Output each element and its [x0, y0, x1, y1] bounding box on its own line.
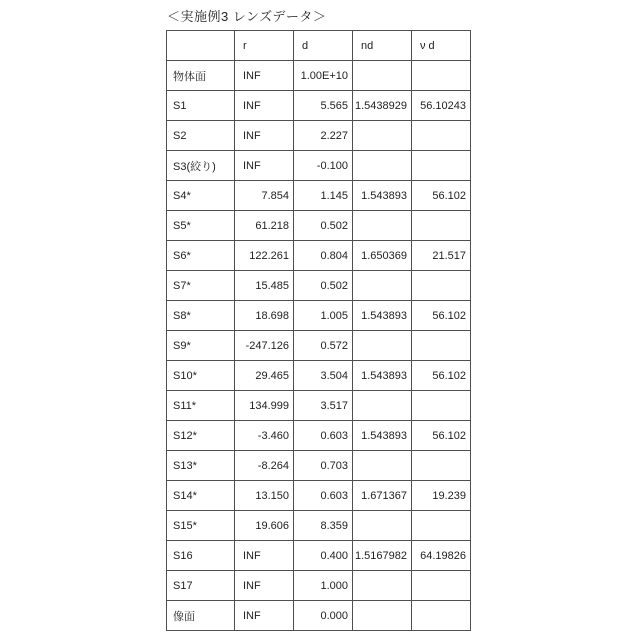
nd-value-cell [353, 271, 412, 301]
table-row [167, 331, 471, 361]
nd-value-cell [353, 511, 412, 541]
nd-value-cell [353, 331, 412, 361]
r-value-cell: INF [235, 121, 294, 151]
vd-value-cell: 64.19826 [412, 541, 471, 571]
r-value-cell: INF [235, 541, 294, 571]
surface-label-cell: S9* [167, 331, 235, 361]
r-value-cell: 13.150 [235, 481, 294, 511]
vd-value-cell: 56.102 [412, 421, 471, 451]
r-value-cell: INF [235, 601, 294, 631]
r-value-cell: -247.126 [235, 331, 294, 361]
table-row [167, 601, 471, 631]
nd-value-cell: 1.671367 [353, 481, 412, 511]
nd-value-cell [353, 61, 412, 91]
d-value-cell: 8.359 [294, 511, 353, 541]
vd-value-cell [412, 331, 471, 361]
surface-label-cell: S13* [167, 451, 235, 481]
r-value-cell: -8.264 [235, 451, 294, 481]
r-value-cell: INF [235, 61, 294, 91]
r-value-cell: 7.854 [235, 181, 294, 211]
d-value-cell: 1.005 [294, 301, 353, 331]
d-value-cell: 2.227 [294, 121, 353, 151]
vd-value-cell: 56.102 [412, 181, 471, 211]
table-row [167, 301, 471, 331]
surface-label-cell: S4* [167, 181, 235, 211]
vd-value-cell [412, 511, 471, 541]
surface-label-cell: S7* [167, 271, 235, 301]
vd-value-cell [412, 391, 471, 421]
nd-value-cell [353, 601, 412, 631]
page-title: ＜実施例3 レンズデータ＞ [167, 9, 327, 24]
d-value-cell: 0.502 [294, 211, 353, 241]
vd-value-cell [412, 601, 471, 631]
d-value-cell: 1.145 [294, 181, 353, 211]
r-value-cell: 15.485 [235, 271, 294, 301]
surface-label-cell: 物体面 [167, 61, 235, 91]
d-value-cell: 0.603 [294, 481, 353, 511]
vd-value-cell: 19.239 [412, 481, 471, 511]
nd-value-cell [353, 151, 412, 181]
column-header-vd: ν d [412, 31, 471, 61]
r-value-cell: -3.460 [235, 421, 294, 451]
d-value-cell: 0.400 [294, 541, 353, 571]
surface-label-cell: S2 [167, 121, 235, 151]
d-value-cell: 0.603 [294, 421, 353, 451]
table-row [167, 421, 471, 451]
surface-label-cell: S11* [167, 391, 235, 421]
lens-data-table [166, 30, 471, 631]
surface-label-cell: S15* [167, 511, 235, 541]
d-value-cell: 0.572 [294, 331, 353, 361]
nd-value-cell [353, 571, 412, 601]
table-row [167, 391, 471, 421]
vd-value-cell [412, 61, 471, 91]
r-value-cell: 61.218 [235, 211, 294, 241]
surface-label-cell: S1 [167, 91, 235, 121]
table-row [167, 211, 471, 241]
surface-label-cell: S12* [167, 421, 235, 451]
table-row [167, 151, 471, 181]
r-value-cell: INF [235, 91, 294, 121]
vd-value-cell: 21.517 [412, 241, 471, 271]
table-row [167, 121, 471, 151]
d-value-cell: 1.00E+10 [294, 61, 353, 91]
surface-label-cell: S3(絞り) [167, 151, 235, 181]
r-value-cell: INF [235, 151, 294, 181]
d-value-cell: 0.000 [294, 601, 353, 631]
surface-label-cell: S17 [167, 571, 235, 601]
nd-value-cell [353, 451, 412, 481]
d-value-cell: 5.565 [294, 91, 353, 121]
table-row [167, 181, 471, 211]
table-row [167, 511, 471, 541]
table-row [167, 61, 471, 91]
surface-label-cell: S8* [167, 301, 235, 331]
vd-value-cell: 56.10243 [412, 91, 471, 121]
r-value-cell: 19.606 [235, 511, 294, 541]
nd-value-cell: 1.543893 [353, 361, 412, 391]
vd-value-cell: 56.102 [412, 361, 471, 391]
d-value-cell: 0.703 [294, 451, 353, 481]
table-row [167, 361, 471, 391]
surface-label-cell: 像面 [167, 601, 235, 631]
column-header-blank [167, 31, 235, 61]
d-value-cell: 1.000 [294, 571, 353, 601]
vd-value-cell [412, 451, 471, 481]
vd-value-cell [412, 211, 471, 241]
surface-label-cell: S10* [167, 361, 235, 391]
table-row [167, 271, 471, 301]
surface-label-cell: S5* [167, 211, 235, 241]
nd-value-cell: 1.543893 [353, 301, 412, 331]
table-body [167, 61, 471, 631]
header-row [167, 31, 471, 61]
r-value-cell: 134.999 [235, 391, 294, 421]
nd-value-cell: 1.543893 [353, 181, 412, 211]
d-value-cell: 3.504 [294, 361, 353, 391]
vd-value-cell [412, 271, 471, 301]
r-value-cell: 29.465 [235, 361, 294, 391]
table-row [167, 241, 471, 271]
surface-label-cell: S6* [167, 241, 235, 271]
r-value-cell: 18.698 [235, 301, 294, 331]
vd-value-cell: 56.102 [412, 301, 471, 331]
r-value-cell: INF [235, 571, 294, 601]
vd-value-cell [412, 151, 471, 181]
nd-value-cell: 1.5167982 [353, 541, 412, 571]
column-header-nd: nd [353, 31, 412, 61]
table-row [167, 481, 471, 511]
nd-value-cell: 1.543893 [353, 421, 412, 451]
vd-value-cell [412, 571, 471, 601]
surface-label-cell: S14* [167, 481, 235, 511]
column-header-r: r [235, 31, 294, 61]
d-value-cell: 3.517 [294, 391, 353, 421]
vd-value-cell [412, 121, 471, 151]
d-value-cell: 0.502 [294, 271, 353, 301]
r-value-cell: 122.261 [235, 241, 294, 271]
nd-value-cell [353, 391, 412, 421]
surface-label-cell: S16 [167, 541, 235, 571]
nd-value-cell [353, 211, 412, 241]
table-row [167, 91, 471, 121]
table-row [167, 451, 471, 481]
nd-value-cell: 1.650369 [353, 241, 412, 271]
d-value-cell: -0.100 [294, 151, 353, 181]
table-row [167, 571, 471, 601]
nd-value-cell [353, 121, 412, 151]
table-row [167, 541, 471, 571]
d-value-cell: 0.804 [294, 241, 353, 271]
nd-value-cell: 1.5438929 [353, 91, 412, 121]
column-header-d: d [294, 31, 353, 61]
